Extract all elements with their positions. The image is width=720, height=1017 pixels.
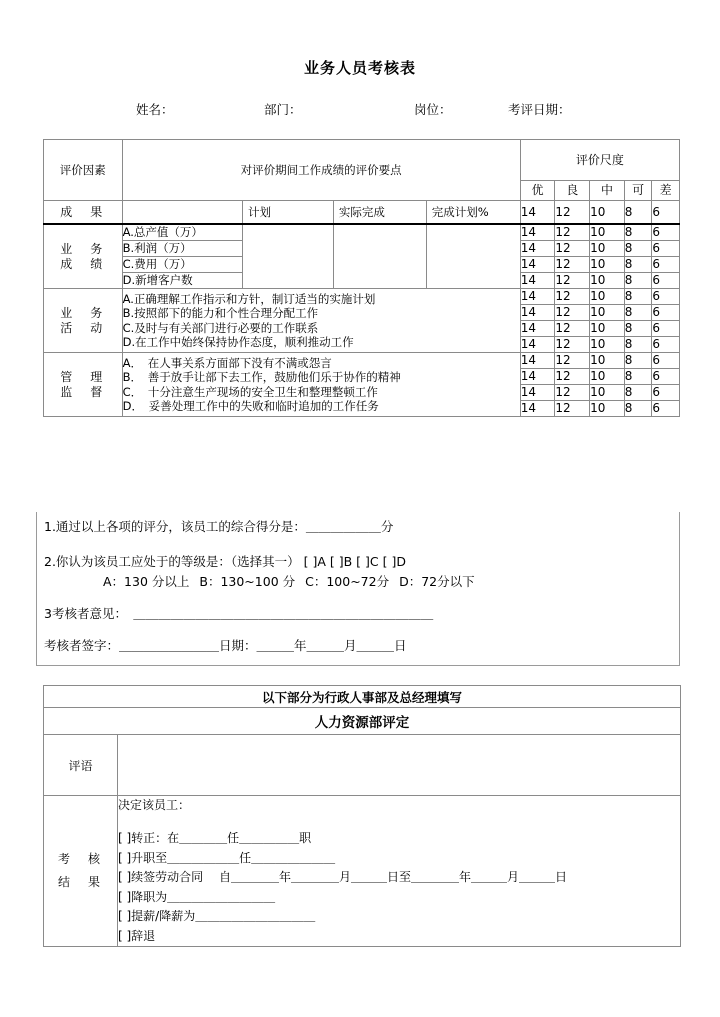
scale-value-good[interactable]: 12 (555, 353, 590, 369)
criterion-item: A． 在人事关系方面部下没有不满或怨言 (122, 355, 332, 370)
scale-value-medium[interactable]: 10 (590, 321, 625, 337)
scale-value-medium[interactable]: 10 (590, 224, 625, 241)
scale-value-good[interactable]: 12 (555, 305, 590, 321)
scale-head-medium: 中 (590, 181, 625, 201)
factor-label-management-supervision (44, 353, 123, 417)
scale-head-poor: 差 (652, 181, 680, 201)
decision-option-salary-change[interactable]: [ ]提薪/降薪为＿＿＿＿＿＿＿＿＿＿ (118, 909, 316, 924)
result-subheader-blank (122, 201, 242, 225)
scale-value-fair[interactable]: 8 (624, 305, 652, 321)
scale-value-poor[interactable]: 6 (652, 353, 680, 369)
table-row (44, 224, 680, 241)
scale-value-medium[interactable]: 10 (590, 353, 625, 369)
scale-value-excellent[interactable]: 14 (520, 257, 555, 273)
grade-scale-legend (97, 574, 475, 591)
scale-value-fair[interactable]: 8 (624, 321, 652, 337)
table-row (44, 289, 680, 305)
criterion-item: C． 十分注意生产现场的安全卫生和整理整顿工作 (122, 384, 378, 399)
hr-banner: 以下部分为行政人事部及总经理填写 (44, 686, 681, 708)
scale-value-good[interactable]: 12 (555, 241, 590, 257)
scale-value-excellent[interactable]: 14 (520, 241, 555, 257)
scale-value-poor: 6 (652, 201, 680, 225)
scale-value-excellent[interactable]: 14 (520, 385, 555, 401)
factor-label-line2: 成 绩 (60, 256, 106, 271)
factor-label-business-performance (44, 224, 123, 289)
scale-value-fair[interactable]: 8 (624, 353, 652, 369)
hr-result-label-line1: 考 核 (57, 852, 103, 867)
table-row (44, 353, 680, 369)
decision-option-dismiss[interactable]: [ ]辞退 (118, 928, 156, 943)
field-label-position: 岗位： (414, 102, 452, 117)
scale-value-medium[interactable]: 10 (590, 257, 625, 273)
scale-value-fair[interactable]: 8 (624, 273, 652, 289)
criterion-item: D． 妥善处理工作中的失败和临时追加的工作任务 (122, 398, 379, 413)
decision-option-renew-contract[interactable]: [ ]续签劳动合同 自＿＿＿＿年＿＿＿＿月＿＿＿日至＿＿＿＿年＿＿＿月＿＿＿日 (118, 870, 567, 885)
hr-result-row (44, 796, 681, 947)
scale-value-excellent: 14 (520, 201, 555, 225)
field-label-name: 姓名： (136, 102, 174, 117)
scale-value-poor[interactable]: 6 (652, 257, 680, 273)
scale-value-good[interactable]: 12 (555, 224, 590, 241)
scale-value-poor[interactable]: 6 (652, 369, 680, 385)
scale-value-excellent[interactable]: 14 (520, 369, 555, 385)
subheader-completion-pct: 完成计划% (426, 201, 520, 225)
hr-comment-row (44, 735, 681, 796)
scale-value-poor[interactable]: 6 (652, 241, 680, 257)
scale-value-excellent[interactable]: 14 (520, 224, 555, 241)
scale-value-excellent[interactable]: 14 (520, 401, 555, 417)
factor-label-line1: 业 务 (60, 241, 106, 256)
hr-banner-row (44, 686, 681, 708)
subheader-actual: 实际完成 (333, 201, 426, 225)
criterion-item: C.及时与有关部门进行必要的工作联系 (122, 320, 319, 335)
scale-value-fair: 8 (624, 201, 652, 225)
hr-subbanner-row (44, 708, 681, 735)
scale-value-fair[interactable]: 8 (624, 401, 652, 417)
scale-head-excellent: 优 (520, 181, 555, 201)
scale-value-fair[interactable]: 8 (624, 289, 652, 305)
scale-value-medium[interactable]: 10 (590, 369, 625, 385)
scale-value-good[interactable]: 12 (555, 369, 590, 385)
field-label-evaluation-date: 考评日期： (508, 102, 571, 117)
subheader-plan: 计划 (243, 201, 334, 225)
grade-option-b: B：130~100 分 (199, 574, 296, 589)
criterion-item: A.正确理解工作指示和方针，制订适当的实施计划 (122, 291, 376, 306)
hr-comment-input-cell[interactable] (118, 735, 681, 796)
header-cell-scale-group: 评价尺度 (520, 140, 679, 181)
decision-title: 决定该员工： (118, 798, 191, 812)
note-total-score[interactable]: 1.通过以上各项的评分，该员工的综合得分是：＿＿＿＿＿＿分 (44, 519, 394, 534)
factor-label-business-activity (44, 289, 123, 353)
criterion-item: B.利润（万） (122, 241, 242, 257)
decision-spacer (118, 815, 680, 829)
scale-head-fair: 可 (624, 181, 652, 201)
hr-decision-cell[interactable] (118, 796, 681, 947)
page-title: 业务人员考核表 (303, 59, 416, 77)
hr-subbanner: 人力资源部评定 (44, 708, 681, 735)
scale-value-poor[interactable]: 6 (652, 289, 680, 305)
scale-value-medium[interactable]: 10 (590, 337, 625, 353)
scale-value-poor[interactable]: 6 (652, 337, 680, 353)
criterion-item: B.按照部下的能力和个性合理分配工作 (122, 306, 319, 321)
scale-value-fair[interactable]: 8 (624, 241, 652, 257)
decision-option-promote[interactable]: [ ]升职至＿＿＿＿＿＿任＿＿＿＿＿＿＿ (118, 850, 336, 865)
criterion-item: B． 善于放手让部下去工作，鼓励他们乐于协作的精神 (122, 370, 401, 385)
scale-value-good: 12 (555, 201, 590, 225)
scale-value-excellent[interactable]: 14 (520, 305, 555, 321)
factor-label-line1: 管 理 (60, 369, 106, 384)
input-cell-plan[interactable] (243, 224, 334, 289)
scale-value-excellent[interactable]: 14 (520, 273, 555, 289)
note-grade-question[interactable]: 2.你认为该员工应处于的等级是：（选择其一） [ ]A [ ]B [ ]C [ ]D (44, 554, 406, 569)
scale-value-medium[interactable]: 10 (590, 241, 625, 257)
scale-value-excellent[interactable]: 14 (520, 289, 555, 305)
scale-value-good[interactable]: 12 (555, 273, 590, 289)
factor-label-line2: 活 动 (60, 320, 106, 335)
scale-value-excellent[interactable]: 14 (520, 321, 555, 337)
scale-value-poor[interactable]: 6 (652, 305, 680, 321)
scale-value-good[interactable]: 12 (555, 385, 590, 401)
input-cell-actual[interactable] (333, 224, 426, 289)
hr-result-label (44, 796, 118, 947)
scale-value-medium[interactable]: 10 (590, 289, 625, 305)
scale-value-poor[interactable]: 6 (652, 224, 680, 241)
hr-section-table (43, 685, 681, 947)
scale-value-fair[interactable]: 8 (624, 385, 652, 401)
scale-value-fair[interactable]: 8 (624, 369, 652, 385)
decision-option-demote[interactable]: [ ]降职为＿＿＿＿＿＿＿＿＿ (118, 889, 276, 904)
scale-value-poor[interactable]: 6 (652, 273, 680, 289)
hr-result-label-line2: 结 果 (57, 875, 103, 890)
scale-head-good: 良 (555, 181, 590, 201)
grade-option-d: D：72分以下 (399, 574, 475, 589)
criterion-item: D.新增客户数 (122, 273, 242, 289)
header-cell-factor: 评价因素 (44, 140, 123, 201)
field-label-department: 部门： (264, 102, 302, 117)
criterion-list-business-activity (122, 289, 520, 353)
decision-option-confirm[interactable]: [ ]转正：在＿＿＿＿任＿＿＿＿＿职 (118, 831, 312, 846)
scale-value-poor[interactable]: 6 (652, 401, 680, 417)
evaluator-notes-block (36, 512, 680, 666)
header-cell-points: 对评价期间工作成绩的评价要点 (122, 140, 520, 201)
note-evaluator-signature[interactable]: 考核者签字：＿＿＿＿＿＿＿＿日期：＿＿＿年＿＿＿月＿＿＿日 (44, 638, 407, 653)
scale-value-excellent[interactable]: 14 (520, 353, 555, 369)
grade-option-a: A：130 分以上 (103, 574, 190, 589)
criterion-item: D.在工作中始终保持协作态度，顺利推动工作 (122, 334, 354, 349)
scale-value-fair[interactable]: 8 (624, 337, 652, 353)
factor-label-result: 成 果 (44, 201, 123, 225)
hr-comment-label: 评语 (44, 735, 118, 796)
input-cell-completion-pct[interactable] (426, 224, 520, 289)
scale-value-good[interactable]: 12 (555, 289, 590, 305)
scale-value-fair[interactable]: 8 (624, 224, 652, 241)
scale-value-medium[interactable]: 10 (590, 305, 625, 321)
factor-label-line2: 监 督 (60, 384, 106, 399)
table-header-row (44, 140, 680, 181)
scale-value-good[interactable]: 12 (555, 321, 590, 337)
factor-label-line1: 业 务 (60, 305, 106, 320)
scale-value-poor[interactable]: 6 (652, 385, 680, 401)
scale-value-medium[interactable]: 10 (590, 385, 625, 401)
scale-value-medium[interactable]: 10 (590, 401, 625, 417)
scale-value-excellent[interactable]: 14 (520, 337, 555, 353)
grade-option-c: C：100~72分 (305, 574, 390, 589)
table-row-result-subheader (44, 201, 680, 225)
criterion-list-management-supervision (122, 353, 520, 417)
scale-value-good[interactable]: 12 (555, 401, 590, 417)
scale-value-medium[interactable]: 10 (590, 273, 625, 289)
evaluation-table (43, 139, 680, 417)
scale-value-poor[interactable]: 6 (652, 321, 680, 337)
header-fields (36, 100, 684, 120)
criterion-item: A.总产值（万） (122, 224, 242, 241)
scale-value-good[interactable]: 12 (555, 337, 590, 353)
scale-value-fair[interactable]: 8 (624, 257, 652, 273)
note-evaluator-opinion[interactable]: 3考核者意见： ＿＿＿＿＿＿＿＿＿＿＿＿＿＿＿＿＿＿＿＿＿＿＿＿ (44, 606, 434, 621)
scale-value-medium: 10 (590, 201, 625, 225)
criterion-item: C.费用（万） (122, 257, 242, 273)
scale-value-good[interactable]: 12 (555, 257, 590, 273)
